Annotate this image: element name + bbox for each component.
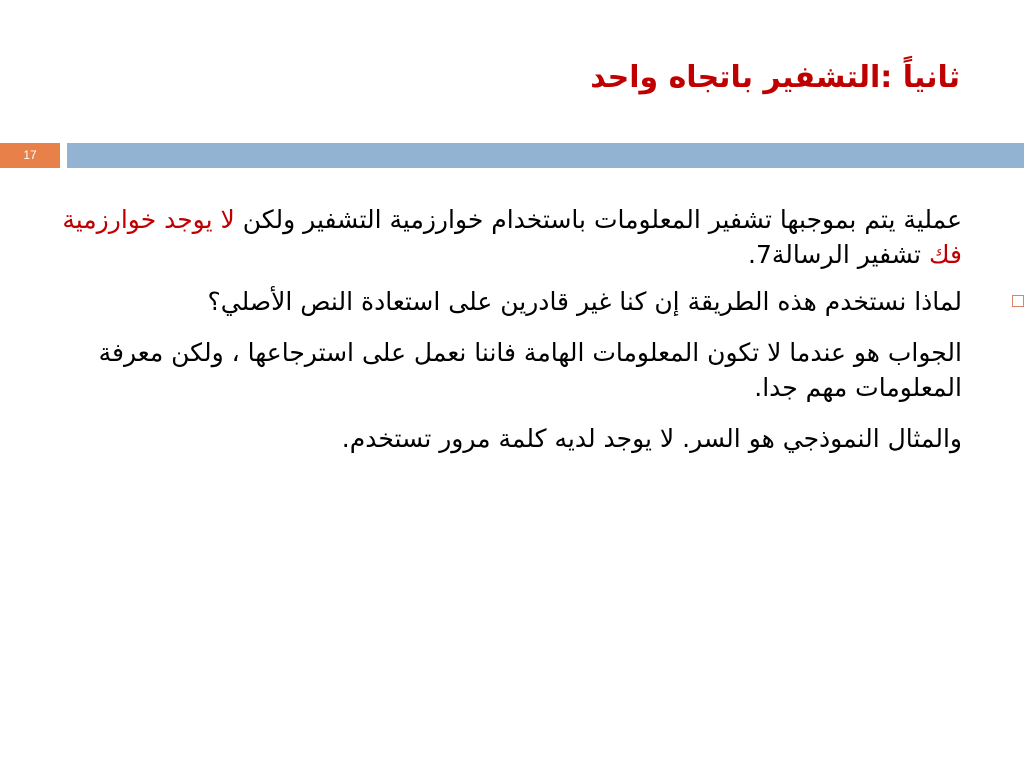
definition-footnote: 7. bbox=[748, 240, 772, 269]
definition-highlight: لا يوجد خوارزمية فك bbox=[62, 205, 962, 269]
bullet-question bbox=[57, 284, 962, 319]
paragraph-definition bbox=[57, 202, 962, 272]
slide-title: ثانياً :التشفير باتجاه واحد bbox=[590, 60, 960, 95]
title-divider-bar bbox=[67, 143, 1024, 168]
definition-text-start: عملية يتم بموجبها تشفير المعلومات باستخدام خوارزمية التشفير ولكن bbox=[234, 205, 962, 234]
paragraph-question: لماذا نستخدم هذه الطريقة إن كنا غير قادرين على استعادة النص الأصلي؟ bbox=[207, 287, 962, 316]
page-number-badge: 17 bbox=[0, 143, 60, 168]
definition-text-end: تشفير الرسالة bbox=[771, 240, 929, 269]
hollow-square-bullet-icon bbox=[1012, 295, 1024, 307]
slide-body bbox=[57, 202, 962, 472]
paragraph-answer: الجواب هو عندما لا تكون المعلومات الهامة فاننا نعمل على استرجاعها ، ولكن معرفة المعلومات مهم جدا. bbox=[98, 338, 962, 402]
paragraph-example: والمثال النموذجي هو السر. لا يوجد لديه كلمة مرور تستخدم. bbox=[341, 424, 962, 453]
